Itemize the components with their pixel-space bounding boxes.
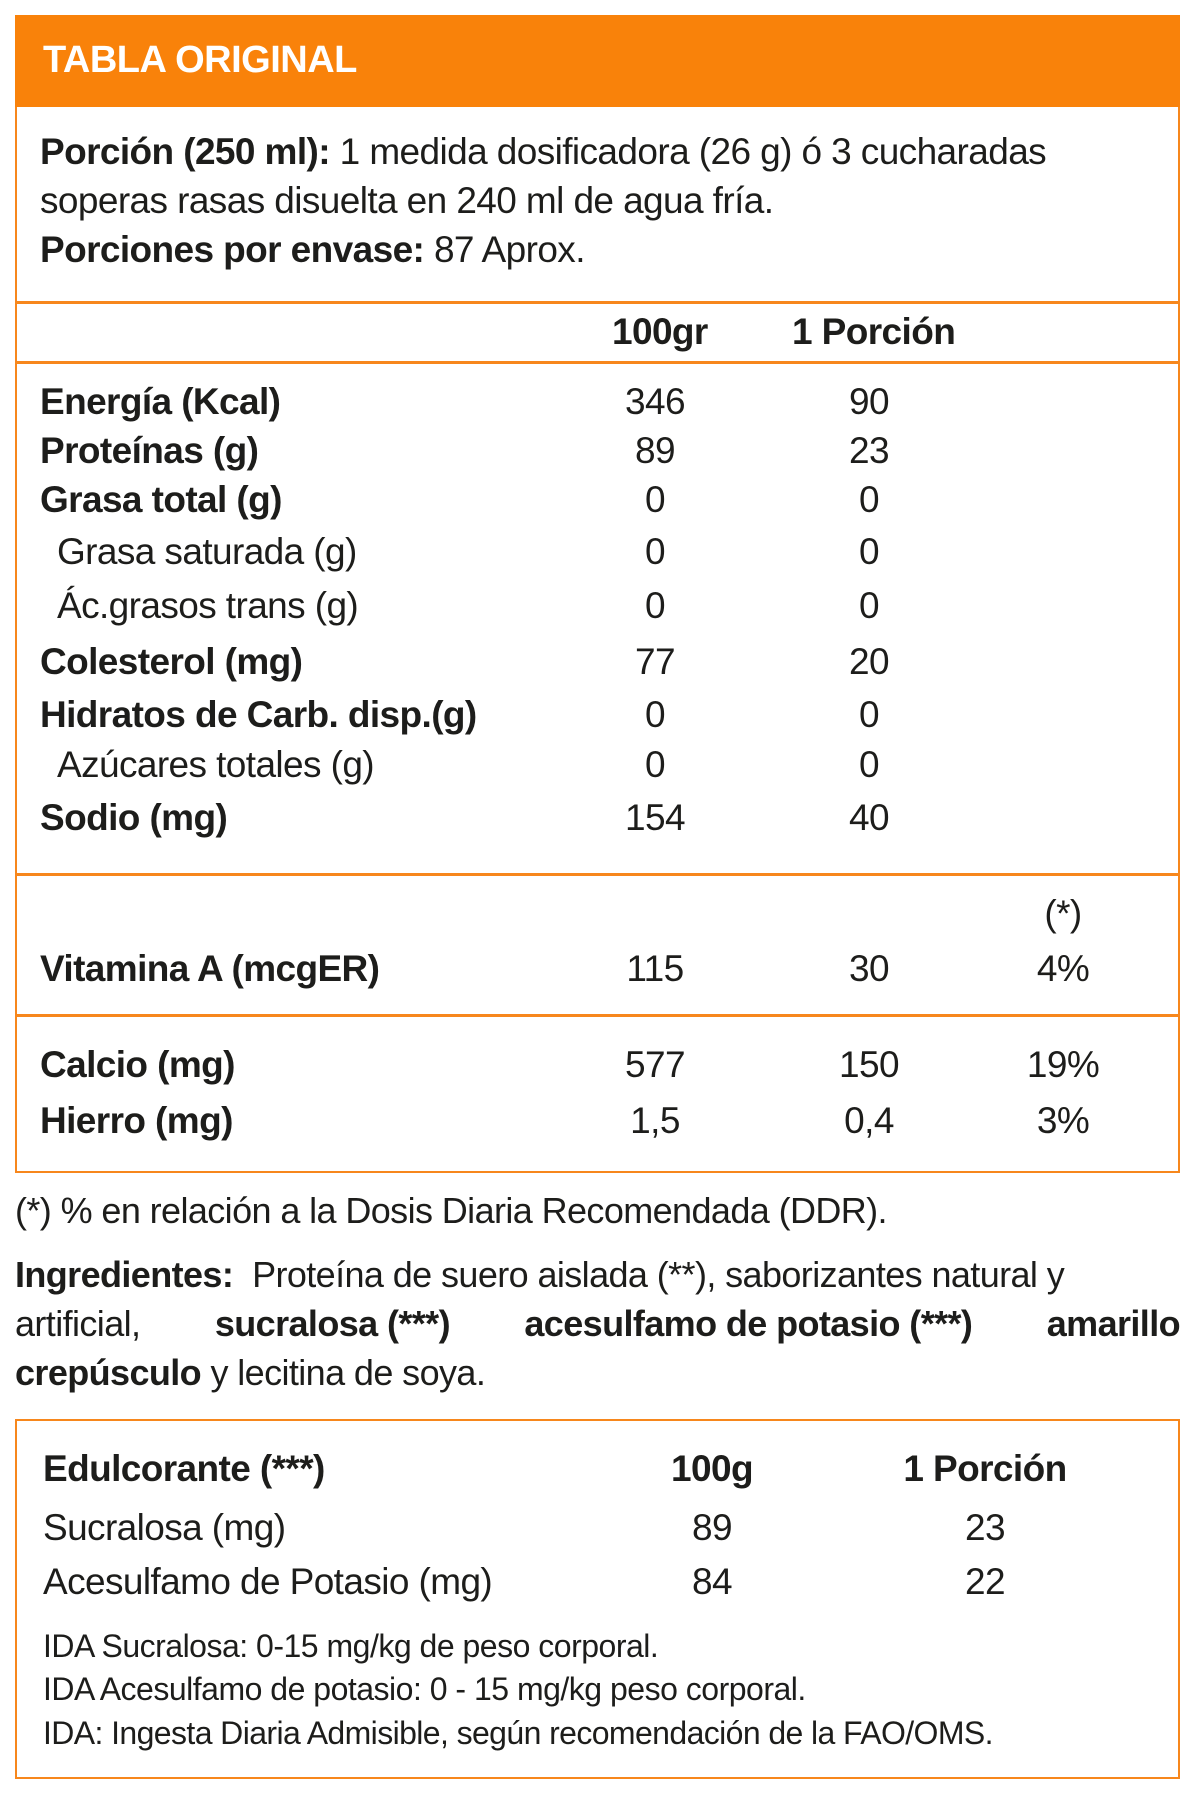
- ingredients-label: Ingredientes:: [15, 1254, 234, 1295]
- mineral-per100: 1,5: [630, 1100, 680, 1141]
- servings-value: 87 Aprox.: [424, 229, 585, 270]
- nutrient-name: Grasa saturada (g): [57, 531, 357, 572]
- nutrient-name: Grasa total (g): [40, 479, 282, 520]
- nutrient-per-portion: 23: [849, 430, 889, 471]
- mineral-name: Calcio (mg): [40, 1044, 235, 1085]
- ddr-footnote: (*) % en relación a la Dosis Diaria Recomendada (DDR).: [15, 1190, 887, 1231]
- divider: [15, 1014, 1180, 1017]
- ingredients-line-3: [15, 1348, 1180, 1397]
- nutrient-name: Azúcares totales (g): [57, 744, 375, 785]
- ddr-marker: (*): [1044, 893, 1082, 934]
- mineral-per100: 577: [625, 1044, 685, 1085]
- nutrient-per100: 0: [645, 585, 665, 626]
- sweetener-column-portion: 1 Porción: [903, 1448, 1067, 1489]
- ingredient-sunset-yellow: amarillo: [1046, 1303, 1180, 1344]
- mineral-ddr: 19%: [1026, 1044, 1100, 1085]
- sweetener-per-portion: 22: [965, 1561, 1005, 1602]
- sweetener-name: Acesulfamo de Potasio (mg): [43, 1561, 493, 1602]
- sweetener-per100: 84: [692, 1561, 732, 1602]
- divider: [15, 361, 1180, 364]
- nutrient-per100: 77: [635, 641, 675, 682]
- vitamin-name: Vitamina A (mcgER): [40, 948, 380, 989]
- sweetener-header: Edulcorante (***): [43, 1448, 325, 1489]
- nutrient-name: Proteínas (g): [40, 430, 259, 471]
- vitamin-per-portion: 30: [849, 948, 889, 989]
- ingredient-sucralose: sucralosa (***): [214, 1303, 450, 1344]
- nutrient-per100: 154: [625, 797, 685, 838]
- ingredient-text: artificial,: [15, 1303, 141, 1344]
- ingredients-line-2: [15, 1299, 1180, 1348]
- ingredients-text: Proteína de suero aislada (**), saborizantes natural y: [252, 1254, 1065, 1295]
- nutrient-per100: 0: [645, 694, 665, 735]
- ingredient-acesulfame: acesulfamo de potasio (***): [524, 1303, 973, 1344]
- column-header-100gr: 100gr: [612, 311, 708, 352]
- ida-note: IDA Acesulfamo de potasio: 0 - 15 mg/kg peso corporal.: [43, 1671, 806, 1707]
- nutrient-per100: 0: [645, 744, 665, 785]
- portion-line-2: soperas rasas disuelta en 240 ml de agua fría.: [40, 180, 774, 221]
- nutrient-per100: 0: [645, 479, 665, 520]
- nutrient-name: Energía (Kcal): [40, 381, 281, 422]
- sweetener-per100: 89: [692, 1507, 732, 1548]
- nutrient-per100: 89: [635, 430, 675, 471]
- nutrient-name: Ác.grasos trans (g): [57, 585, 359, 626]
- nutrient-name: Sodio (mg): [40, 797, 228, 838]
- mineral-per-portion: 150: [839, 1044, 899, 1085]
- ingredients-line-1: [15, 1250, 1180, 1299]
- table-title: TABLA ORIGINAL: [43, 39, 357, 81]
- mineral-ddr: 3%: [1036, 1100, 1090, 1141]
- vitamin-per100: 115: [626, 948, 684, 989]
- divider: [15, 301, 1180, 304]
- portion-label: Porción (250 ml):: [40, 131, 330, 172]
- ingredient-text: y lecitina de soya.: [201, 1352, 486, 1393]
- mineral-per-portion: 0,4: [844, 1100, 894, 1141]
- vitamin-ddr: 4%: [1036, 948, 1090, 989]
- nutrient-name: Colesterol (mg): [40, 641, 303, 682]
- nutrient-per-portion: 0: [859, 479, 879, 520]
- ingredient-sunset-yellow-cont: crepúsculo: [15, 1352, 202, 1393]
- nutrient-per-portion: 40: [849, 797, 889, 838]
- ida-note: IDA: Ingesta Diaria Admisible, según recomendación de la FAO/OMS.: [43, 1715, 993, 1751]
- servings-per-container: [40, 228, 585, 272]
- sweetener-per-portion: 23: [965, 1507, 1005, 1548]
- divider: [15, 873, 1180, 876]
- table-header-bar: [15, 15, 1180, 107]
- sweetener-column-100g: 100g: [671, 1448, 753, 1489]
- ida-note: IDA Sucralosa: 0-15 mg/kg de peso corporal.: [43, 1628, 659, 1664]
- portion-text: 1 medida dosificadora (26 g) ó 3 cucharadas: [329, 131, 1047, 172]
- nutrient-per100: 346: [625, 381, 685, 422]
- nutrient-per-portion: 0: [859, 585, 879, 626]
- nutrient-per-portion: 90: [849, 381, 889, 422]
- nutrient-per-portion: 0: [859, 694, 879, 735]
- nutrient-name: Hidratos de Carb. disp.(g): [40, 694, 477, 735]
- nutrient-per100: 0: [645, 531, 665, 572]
- mineral-name: Hierro (mg): [40, 1100, 233, 1141]
- sweetener-name: Sucralosa (mg): [43, 1507, 286, 1548]
- servings-label: Porciones por envase:: [40, 229, 425, 270]
- nutrient-per-portion: 20: [849, 641, 889, 682]
- column-header-portion: 1 Porción: [792, 311, 956, 352]
- nutrient-per-portion: 0: [859, 744, 879, 785]
- nutrient-per-portion: 0: [859, 531, 879, 572]
- portion-line-1: [40, 130, 1046, 174]
